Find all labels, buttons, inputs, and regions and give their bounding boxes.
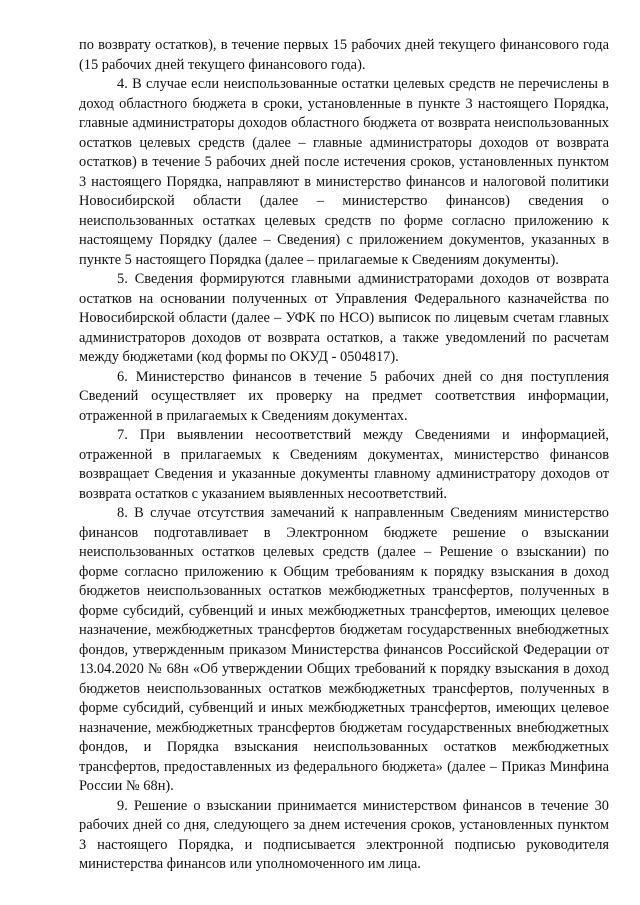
document-page bbox=[79, 36, 609, 875]
paragraph-continuation: по возврату остатков), в течение первых 15 рабочих дней текущего финансового года (15 рабочих дней текущего финансового года). bbox=[79, 37, 609, 73]
paragraph-6: 6. Министерство финансов в течение 5 рабочих дней со дня поступления Сведений осуществляет их проверку на предмет соответствия информации, отраженной в прилагаемых к Сведениям документах. bbox=[79, 368, 609, 424]
paragraph-7: 7. При выявлении несоответствий между Сведениями и информацией, отраженной в прилагаемых к Сведениям документах, министерство финансов возвращает Сведения и указанные документы главному администратору доходов от возврата остатков с указанием выявленных несоответствий. bbox=[79, 427, 609, 502]
paragraph-4: 4. В случае если неиспользованные остатки целевых средств не перечислены в доход областного бюджета в сроки, установленные в пункте 3 настоящего Порядка, главные администраторы доходов областного бюджета от возврата неиспользованных остатков целевых средств (далее – главные администраторы доходов от возврата остатков) в течение 5 рабочих дней после истечения сроков, установленных пунктом 3 настоящего Порядка, направляют в министерство финансов и налоговой политики Новосибирской области (далее – министерство финансов) сведения о неиспользованных остатках целевых средств по форме согласно приложению к настоящему Порядку (далее – Сведения) с приложением документов, указанных в пункте 5 настоящего Порядка (далее – прилагаемые к Сведениям документы). bbox=[79, 76, 609, 268]
paragraph-5: 5. Сведения формируются главными администраторами доходов от возврата остатков на основании полученных от Управления Федерального казначейства по Новосибирской области (далее – УФК по НСО) выписок по лицевым счетам главных администраторов доходов от возврата остатков, а также уведомлений по расчетам между бюджетами (код формы по ОКУД - 0504817). bbox=[79, 271, 609, 365]
paragraph-9: 9. Решение о взыскании принимается министерством финансов в течение 30 рабочих дней со дня, следующего за днем истечения сроков, установленных пунктом 3 настоящего Порядка, и подписывается электронной подписью руководителя министерства финансов или уполномоченного им лица. bbox=[79, 797, 609, 872]
paragraph-8: 8. В случае отсутствия замечаний к направленным Сведениям министерство финансов подготавливает в Электронном бюджете решение о взыскании неиспользованных остатков целевых средств (далее – Решение о взыскании) по форме согласно приложению к Общим требованиям к порядку взыскания в доход бюджетов неиспользованных остатков межбюджетных трансфертов, полученных в форме субсидий, субвенций и иных межбюджетных трансфертов, имеющих целевое назначение, межбюджетных трансфертов бюджетам государственных внебюджетных фондов, утвержденным приказом Министерства финансов Российской Федерации от 13.04.2020 № 68н «Об утверждении Общих требований к порядку взыскания в доход бюджетов неиспользованных остатков межбюджетных трансфертов, полученных в форме субсидий, субвенций и иных межбюджетных трансфертов, имеющих целевое назначение, межбюджетных трансфертов бюджетам государственных внебюджетных фондов, и Порядка взыскания неиспользованных остатков межбюджетных трансфертов, предоставленных из федерального бюджета» (далее – Приказ Минфина России № 68н). bbox=[79, 505, 609, 794]
